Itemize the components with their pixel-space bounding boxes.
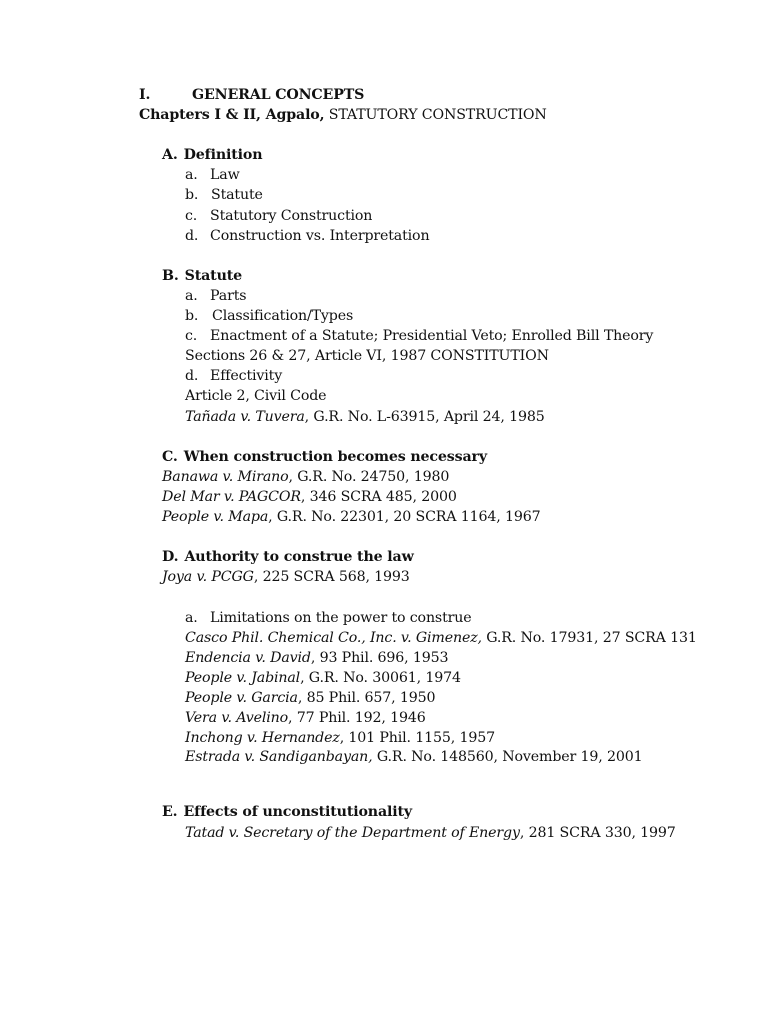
case-cite: , G.R. No. L-63915, April 24, 1985 [304, 409, 545, 425]
case-citation: People v. Mapa, G.R. No. 22301, 20 SCRA 1164, 1967 [162, 509, 541, 525]
section-a-title: Definition [183, 147, 263, 163]
list-item: d. Effectivity [185, 368, 283, 384]
section-a-label: A. [162, 147, 178, 163]
case-citation: Del Mar v. PAGCOR, 346 SCRA 485, 2000 [162, 489, 457, 505]
list-item: c. Enactment of a Statute; Presidential Veto; Enrolled Bill Theory [185, 328, 654, 344]
case-citation: Vera v. Avelino, 77 Phil. 192, 1946 [185, 710, 426, 726]
section-d-heading [162, 547, 414, 567]
heading-number: I. [139, 87, 151, 103]
list-item: d. Construction vs. Interpretation [185, 228, 430, 244]
section-c-label: C. [162, 449, 178, 465]
section-e-label: E. [162, 804, 178, 820]
list-item: b. Classification/Types [185, 308, 354, 324]
section-c-heading [162, 447, 487, 467]
case-citation: Tatad v. Secretary of the Department of Energy, 281 SCRA 330, 1997 [185, 825, 676, 841]
case-citation: Endencia v. David, 93 Phil. 696, 1953 [185, 650, 449, 666]
case-citation: People v. Jabinal, G.R. No. 30061, 1974 [185, 670, 461, 686]
list-item: a. Parts [185, 288, 247, 304]
heading-subtitle [139, 105, 547, 125]
section-d-title: Authority to construe the law [184, 549, 414, 565]
section-e-title: Effects of unconstitutionality [183, 804, 412, 820]
section-b-heading [162, 266, 242, 286]
section-e-heading [162, 802, 412, 822]
section-b-label: B. [162, 268, 179, 284]
case-citation: Inchong v. Hernandez, 101 Phil. 1155, 1957 [185, 730, 496, 746]
subtitle-book: STATUTORY CONSTRUCTION [324, 107, 547, 123]
section-c-title: When construction becomes necessary [183, 449, 487, 465]
list-item: a. Limitations on the power to construe [185, 610, 472, 626]
case-citation: Joya v. PCGG, 225 SCRA 568, 1993 [162, 569, 410, 585]
reference-text: Article 2, Civil Code [185, 388, 327, 404]
case-citation: Casco Phil. Chemical Co., Inc. v. Gimenez, G.R. No. 17931, 27 SCRA 131 [185, 630, 697, 646]
section-b-title: Statute [184, 268, 243, 284]
case-citation: Estrada v. Sandiganbayan, G.R. No. 148560, November 19, 2001 [185, 749, 643, 765]
list-item: b. Statute [185, 187, 263, 203]
section-d-label: D. [162, 549, 179, 565]
case-citation: People v. Garcia, 85 Phil. 657, 1950 [185, 690, 436, 706]
heading-title: GENERAL CONCEPTS [192, 87, 365, 103]
reference-text: Sections 26 & 27, Article VI, 1987 CONSTITUTION [185, 348, 549, 364]
case-citation [185, 407, 545, 427]
list-item: c. Statutory Construction [185, 208, 373, 224]
case-citation: Banawa v. Mirano, G.R. No. 24750, 1980 [162, 469, 450, 485]
case-name: Tañada v. Tuvera [185, 409, 305, 425]
section-a-heading [162, 145, 262, 165]
subtitle-chapters: Chapters I & II, Agpalo, [139, 107, 325, 123]
list-item: a. Law [185, 167, 240, 183]
